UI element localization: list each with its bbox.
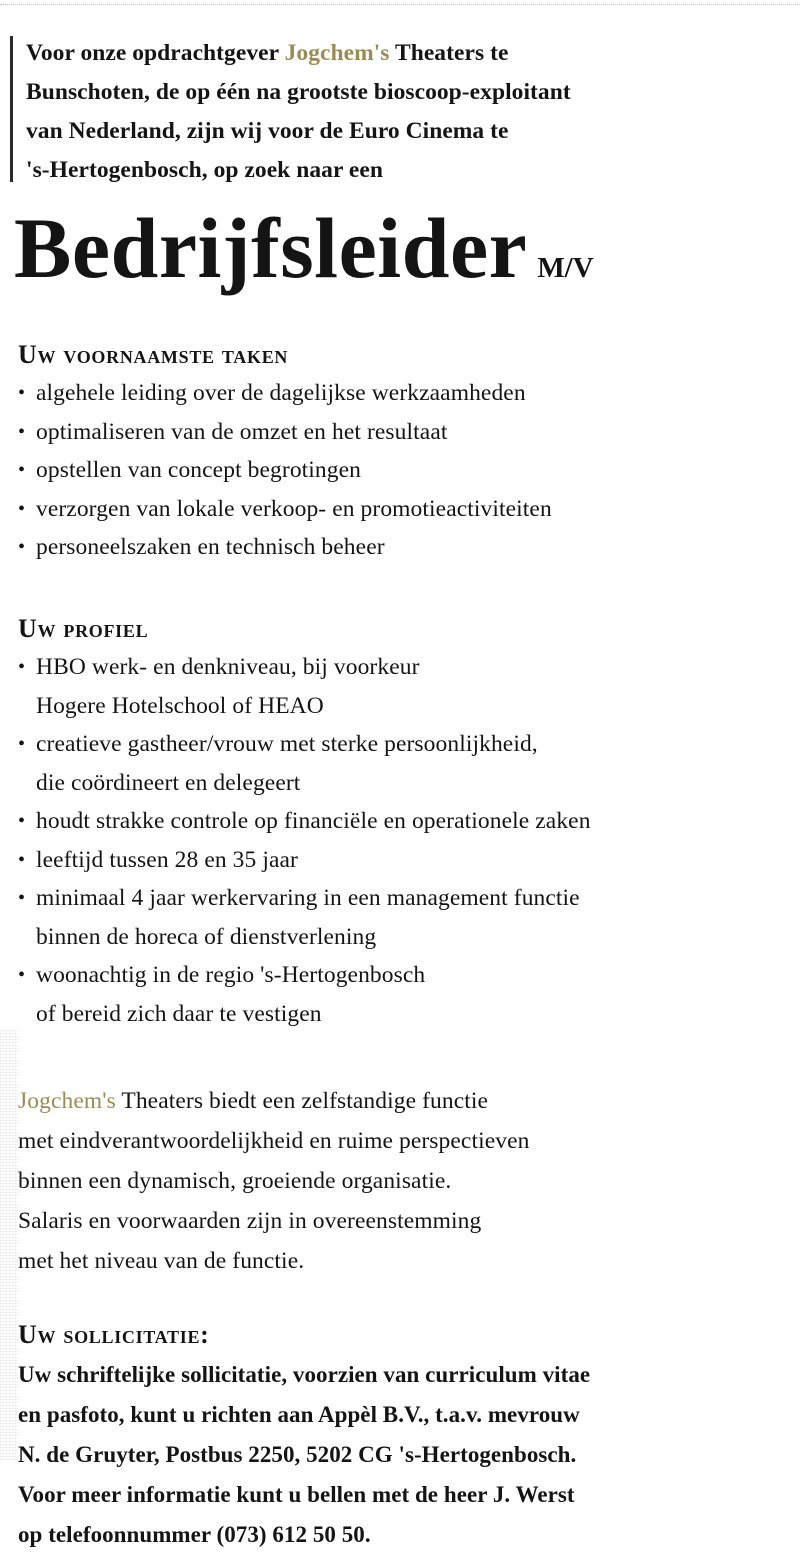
list-item: • houdt strakke controle op financiële en operationele zaken (18, 802, 788, 841)
offer-line: binnen een dynamisch, groeiende organisatie. (18, 1168, 452, 1194)
application-line: en pasfoto, kunt u richten aan Appèl B.V., t.a.v. mevrouw (18, 1402, 580, 1427)
application-line: op telefoonnummer (073) 612 50 50. (18, 1522, 371, 1547)
job-headline (14, 198, 794, 298)
scan-grain (0, 1030, 18, 1460)
application-heading: Uw sollicitatie: (18, 1320, 210, 1349)
job-title: Bedrijfsleider (14, 200, 528, 296)
list-item: • personeelszaken en technisch beheer (18, 528, 788, 567)
application-line: Uw schriftelijke sollicitatie, voorzien van curriculum vitae (18, 1362, 591, 1387)
gender-tag: M/V (537, 252, 594, 284)
intro-line: van Nederland, zijn wij voor de Euro Cinema te (26, 118, 509, 144)
intro-line: Bunschoten, de op één na grootste bioscoop-exploitant (26, 79, 571, 105)
list-item: • woonachtig in de regio 's-Hertogenbosch of bereid zich daar te vestigen (18, 956, 788, 1033)
intro-paragraph (26, 34, 766, 190)
offer-line: met het niveau van de functie. (18, 1248, 305, 1274)
application-paragraph (18, 1355, 788, 1555)
brand-name: Jogchem's (18, 1088, 116, 1114)
top-divider (0, 4, 800, 5)
offer-paragraph (18, 1081, 778, 1281)
tasks-list (18, 374, 788, 567)
tasks-heading: Uw voornaamste taken (18, 340, 289, 369)
intro-accent-bar (10, 36, 13, 182)
application-line: N. de Gruyter, Postbus 2250, 5202 CG 's-Hertogenbosch. (18, 1442, 577, 1467)
brand-name: Jogchem's (284, 40, 390, 66)
list-item: • creatieve gastheer/vrouw met sterke persoonlijkheid, die coördineert en delegeert (18, 725, 788, 802)
list-item: • optimaliseren van de omzet en het resultaat (18, 413, 788, 452)
list-item: • algehele leiding over de dagelijkse werkzaamheden (18, 374, 788, 413)
intro-line: Voor onze opdrachtgever Jogchem's Theaters te (26, 40, 509, 66)
offer-line: Salaris en voorwaarden zijn in overeenstemming (18, 1208, 482, 1234)
list-item: • verzorgen van lokale verkoop- en promotieactiviteiten (18, 490, 788, 529)
intro-line: 's-Hertogenbosch, op zoek naar een (26, 157, 384, 183)
offer-line: Jogchem's Theaters biedt een zelfstandige functie (18, 1088, 489, 1114)
list-item: • HBO werk- en denkniveau, bij voorkeur Hogere Hotelschool of HEAO (18, 648, 788, 725)
list-item: • minimaal 4 jaar werkervaring in een management functie binnen de horeca of dienstverlening (18, 879, 788, 956)
list-item: • opstellen van concept begrotingen (18, 451, 788, 490)
offer-line: met eindverantwoordelijkheid en ruime perspectieven (18, 1128, 530, 1154)
profile-list (18, 648, 788, 1033)
list-item: • leeftijd tussen 28 en 35 jaar (18, 841, 788, 880)
profile-heading: Uw profiel (18, 614, 149, 643)
application-line: Voor meer informatie kunt u bellen met de heer J. Werst (18, 1482, 575, 1507)
